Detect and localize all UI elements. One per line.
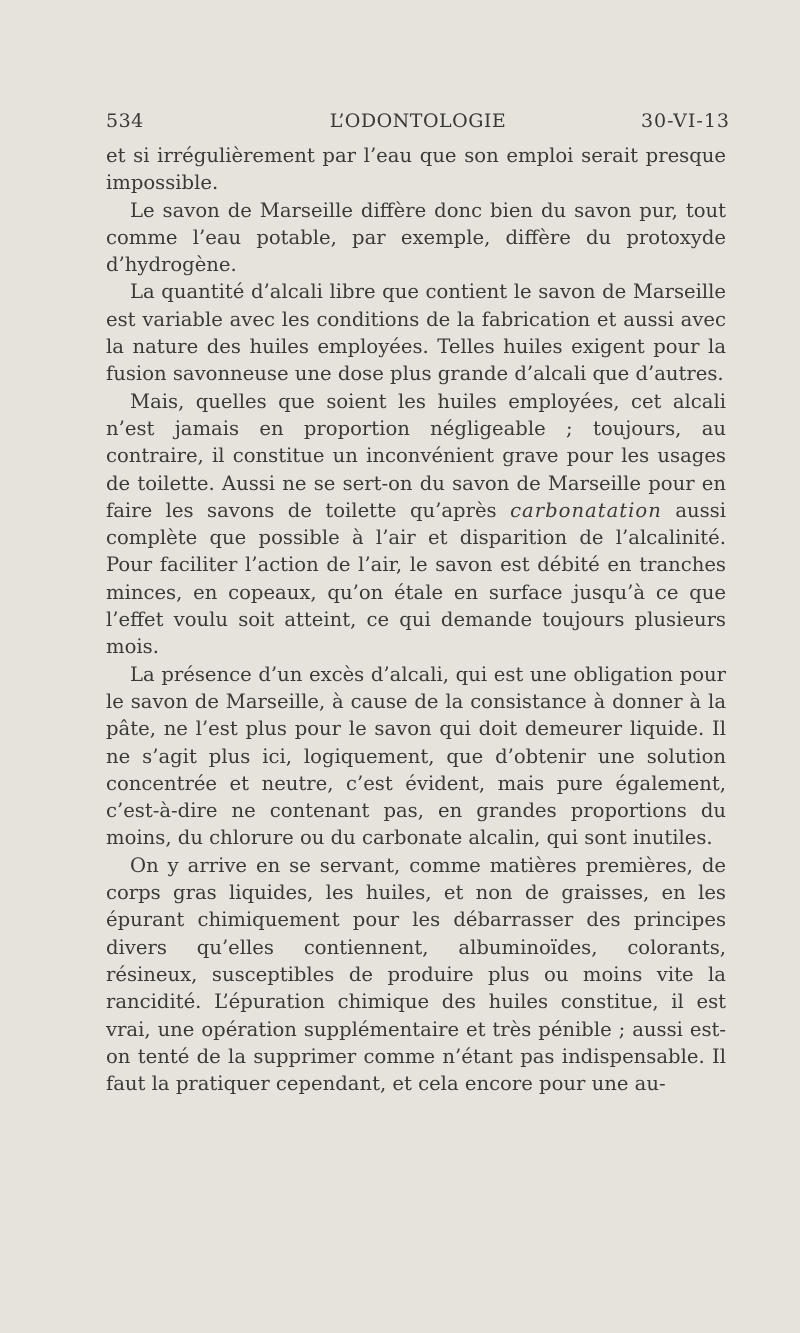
paragraph-text: Mais, quelles que soient les huiles employées, cet alcali n’est jamais en proportion négligeable ; toujours, au contraire, il constitue un inconvénient grave pour les usages de toilette. Aussi ne se sert-on du savon de Marseille pour en faire les savons de toilette qu’après: [106, 389, 726, 522]
paragraph: Le savon de Marseille diffère donc bien du savon pur, tout comme l’eau potable, par exemple, diffère du protoxyde d’hydrogène.: [106, 198, 726, 277]
paragraph-text: aussi complète que possible à l’air et disparition de l’alcalinité. Pour faciliter l’action de l’air, le savon est débité en tranches minces, en copeaux, qu’on étale en surface jusqu’à ce que l’effet voulu soit atteint, ce qui demande toujours plusieurs mois.: [106, 498, 727, 659]
italic-term: carbonatation: [510, 498, 662, 522]
paragraph: La présence d’un excès d’alcali, qui est une obligation pour le savon de Marseille, à cause de la consistance à donner à la pâte, ne l’est plus pour le savon qui doit demeurer liquide. Il ne s’agit plus ici, logiquement, que d’obtenir une solution concentrée et neutre, c’est évident, mais pure également, c’est-à-dire ne contenant pas, en grandes proportions du moins, du chlorure ou du carbonate alcalin, qui sont inutiles.: [106, 662, 726, 850]
issue-date: 30-VI-13: [640, 110, 730, 132]
paragraph: [106, 388, 726, 661]
paragraph: La quantité d’alcali libre que contient le savon de Marseille est variable avec les conditions de la fabrication et aussi avec la nature des huiles employées. Telles huiles exigent pour la fusion savonneuse une dose plus grande d’alcali que d’autres.: [106, 280, 726, 386]
paragraph: On y arrive en se servant, comme matières premières, de corps gras liquides, les huiles, et non de graisses, en les épurant chimiquement pour les débarrasser des principes divers qu’elles contiennent, albuminoïdes, colorants, résineux, susceptibles de produire plus ou moins vite la rancidité. L’épuration chimique des huiles constitue, il est vrai, une opération supplémentaire et très pénible ; aussi est-on tenté de la supprimer comme n’étant pas indispensable. Il faut la pratiquer cependant, et cela encore pour une au-: [106, 853, 726, 1096]
paragraph-continuation: et si irrégulièrement par l’eau que son emploi serait presque impossible.: [106, 144, 726, 195]
running-header: [106, 110, 730, 140]
page-number: 534: [106, 110, 144, 132]
body-text: [106, 142, 726, 1097]
journal-title: L’ODONTOLOGIE: [329, 110, 507, 132]
